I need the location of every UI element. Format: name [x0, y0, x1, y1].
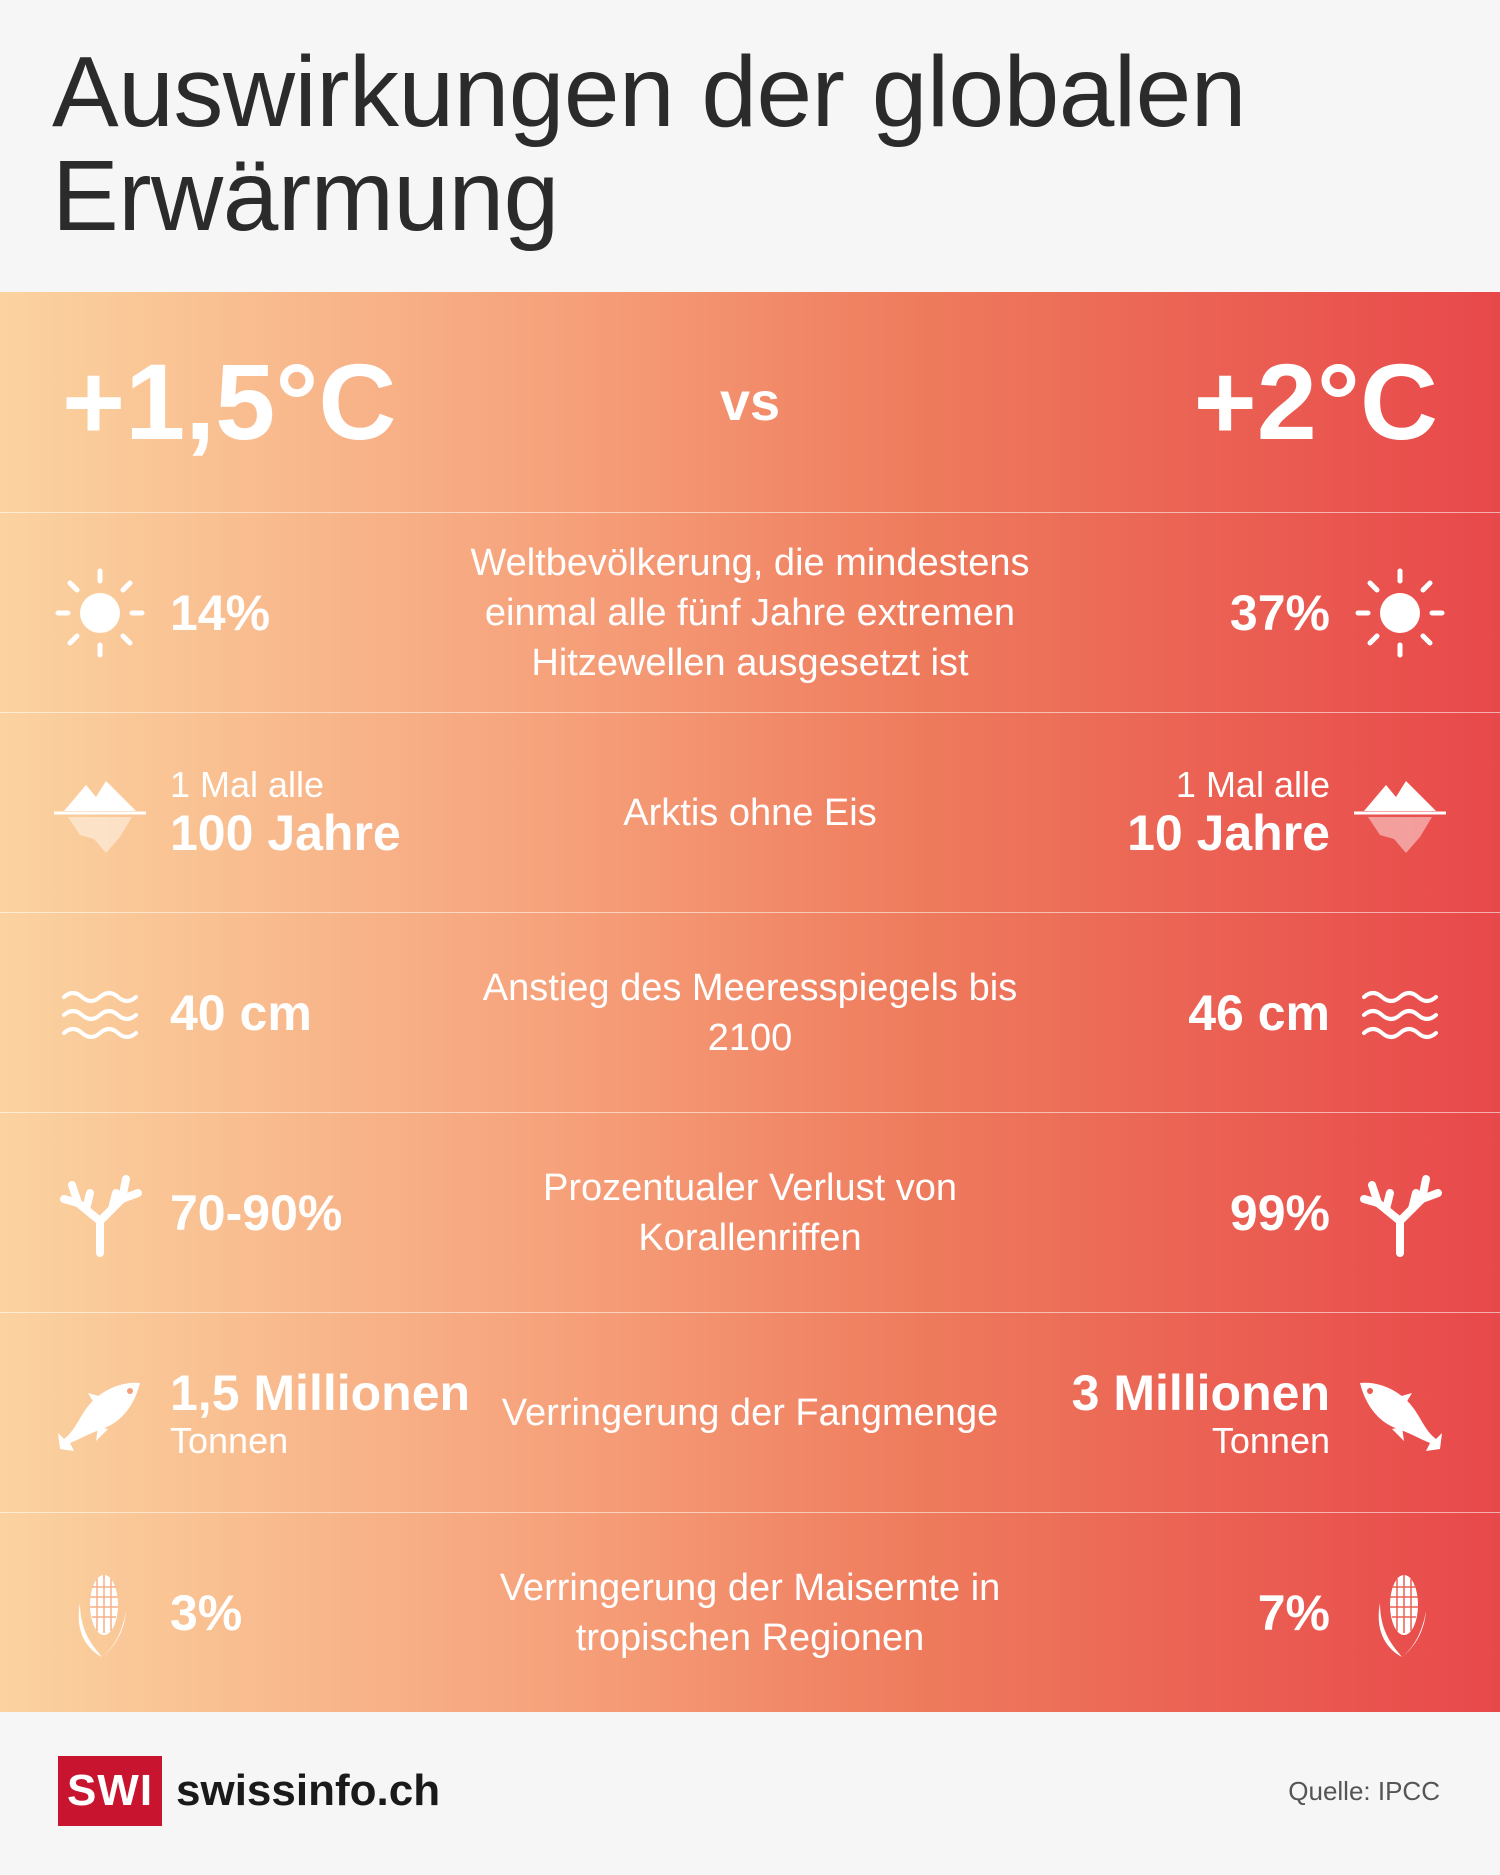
- heat-value-left: 14%: [170, 585, 271, 641]
- heat-description: Weltbevölkerung, die mindestens einmal alle fünf Jahre extremen Hitzewellen ausgesetzt ist: [470, 542, 1030, 684]
- fish-icon: [1350, 1363, 1450, 1463]
- sea-level-value-left: 40 cm: [170, 985, 312, 1041]
- iceberg-icon: [1350, 763, 1450, 863]
- arctic-right-period: 10 Jahre: [1127, 805, 1330, 861]
- arctic-right-value: [1127, 765, 1330, 861]
- fish-left-unit: Tonnen: [170, 1420, 289, 1461]
- scenario-right-label: +2°C: [1193, 341, 1438, 462]
- fish-right-value: [1072, 1365, 1330, 1461]
- row-sea-level: [0, 912, 1500, 1113]
- arctic-right-frequency: 1 Mal alle: [1175, 764, 1330, 805]
- coral-value-left: 70-90%: [170, 1185, 343, 1241]
- comparison-panel: [0, 292, 1500, 1712]
- row-coral: [0, 1112, 1500, 1313]
- footer: [0, 1712, 1500, 1875]
- arctic-left-frequency: 1 Mal alle: [170, 764, 325, 805]
- row-arctic: [0, 712, 1500, 913]
- vs-label: vs: [719, 372, 781, 432]
- fish-left-amount: 1,5 Millionen: [170, 1365, 471, 1421]
- heat-value-right: 37%: [1229, 585, 1330, 641]
- fish-left-value: [170, 1365, 470, 1461]
- waves-icon: [1350, 963, 1450, 1063]
- row-fishing: [0, 1312, 1500, 1513]
- header-row: [0, 292, 1500, 512]
- waves-icon: [50, 963, 150, 1063]
- brand-name[interactable]: swissinfo.ch: [176, 1766, 441, 1815]
- sun-icon: [1350, 563, 1450, 663]
- coral-icon: [1350, 1163, 1450, 1263]
- row-heatwaves: [0, 512, 1500, 713]
- iceberg-icon: [50, 763, 150, 863]
- row-corn: [0, 1512, 1500, 1713]
- fish-right-amount: 3 Millionen: [1071, 1365, 1330, 1421]
- coral-value-right: 99%: [1229, 1185, 1330, 1241]
- fish-icon: [50, 1363, 150, 1463]
- arctic-description: Arktis ohne Eis: [623, 792, 877, 834]
- corn-value-right: 7%: [1257, 1585, 1330, 1641]
- swi-logo[interactable]: SWI: [58, 1756, 162, 1826]
- fish-right-unit: Tonnen: [1211, 1420, 1330, 1461]
- page-title: Auswirkungen der globalen Erwärmung: [52, 36, 1246, 252]
- coral-icon: [50, 1163, 150, 1263]
- corn-description: Verringerung der Maisernte in tropischen Regionen: [499, 1567, 1001, 1659]
- sea-level-description: Anstieg des Meeresspiegels bis 2100: [482, 967, 1018, 1059]
- coral-description: Prozentualer Verlust von Korallenriffen: [542, 1167, 957, 1259]
- sea-level-value-right: 46 cm: [1188, 985, 1330, 1041]
- scenario-left-label: +1,5°C: [62, 341, 397, 462]
- arctic-left-period: 100 Jahre: [170, 805, 401, 861]
- source-note: Quelle: IPCC: [1288, 1776, 1440, 1806]
- corn-value-left: 3%: [170, 1585, 243, 1641]
- corn-icon: [50, 1563, 150, 1663]
- sun-icon: [50, 563, 150, 663]
- arctic-left-value: [170, 765, 401, 861]
- corn-icon: [1350, 1563, 1450, 1663]
- fish-description: Verringerung der Fangmenge: [501, 1392, 999, 1434]
